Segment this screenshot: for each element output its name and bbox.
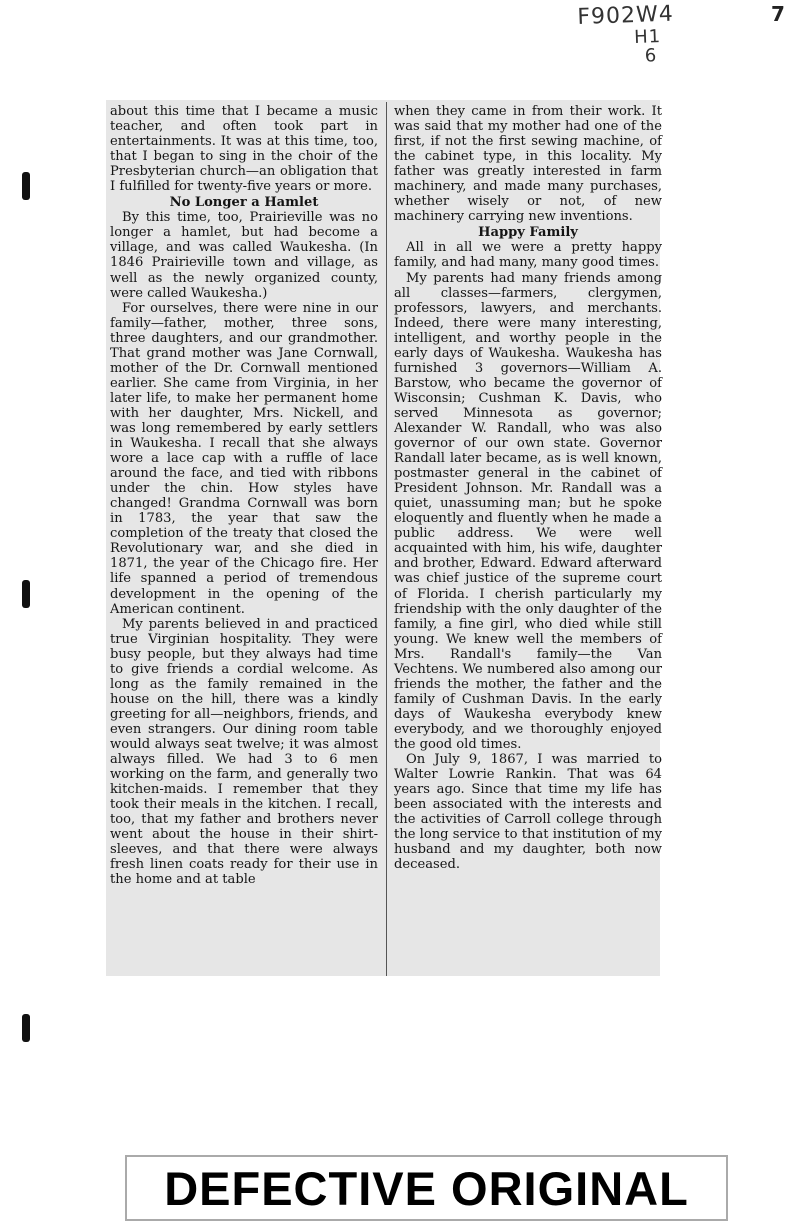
defective-original-stamp — [125, 1155, 728, 1221]
newspaper-clipping — [106, 100, 660, 976]
column-divider — [386, 102, 387, 976]
stamp-label: DEFECTIVE ORIGINAL — [164, 1162, 689, 1215]
binding-hole-mark-bottom — [22, 1014, 30, 1042]
left-paragraph-1: about this time that I became a music teacher, and often took part in entertainments. It was at this time, too, that I began to sing in the choir of the Presbyterian church—an obligation that I fulfilled for twenty-five years or more. — [110, 104, 378, 195]
left-column — [110, 104, 378, 887]
call-number-line-3: 6 — [644, 45, 658, 67]
subheading-no-longer-a-hamlet: No Longer a Hamlet — [169, 195, 319, 211]
binding-hole-mark-top — [22, 172, 30, 200]
right-paragraph-2: All in all we were a pretty happy family, and had many, many good times. — [394, 240, 662, 271]
call-number-line-1: F902W4 — [576, 1, 675, 30]
call-number-line-2: H1 — [633, 26, 662, 49]
archive-call-number — [577, 0, 749, 68]
right-paragraph-1: when they came in from their work. It was said that my mother had one of the first, if not the first sewing machine, of the cabinet type, in this locality. My father was greatly interested in farm machinery, and made many purchases, whether wisely or not, of new machinery carrying new inventions. — [394, 104, 662, 225]
left-paragraph-4: My parents believed in and practiced true Virginian hospitality. They were busy people, but they always had time to give friends a cordial welcome. As long as the family remained in the house on the hill, there was a kindly greeting for all—neighbors, friends, and even strangers. Our dining room table would always seat twelve; it was almost always filled. We had 3 to 6 men working on the farm, and generally two kitchen-maids. I remember that they took their meals in the kitchen. I recall, too, that my father and brothers never went about the house in their shirt-sleeves, and that there were always fresh linen coats ready for their use in the home and at table — [110, 616, 378, 888]
left-paragraph-2: By this time, too, Prairieville was no longer a hamlet, but had become a village, and was called Waukesha. (In 1846 Prairieville town and village, as well as the newly organized county, were called Waukesha.) — [110, 210, 378, 301]
left-paragraph-3: For ourselves, there were nine in our family—father, mother, three sons, three daughters, and our grandmother. That grand mother was Jane Cornwall, mother of the Dr. Cornwall mentioned earlier. She came from Virginia, in her later life, to make her permanent home with her daughter, Mrs. Nickell, and was long remembered by early settlers in Waukesha. I recall that she always wore a lace cap with a ruffle of lace around the face, and tied with ribbons under the chin. How styles have changed! Grandma Cornwall was born in 1783, the year that saw the completion of the treaty that closed the Revolutionary war, and she died in 1871, the year of the Chicago fire. Her life spanned a period of tremendous development in the opening of the American continent. — [110, 300, 378, 617]
right-paragraph-4: On July 9, 1867, I was married to Walter Lowrie Rankin. That was 64 years ago. Since that time my life has been associated with the interests and the activities of Carroll college through the long service to that institution of my husband and my daughter, both now deceased. — [394, 752, 662, 873]
subheading-happy-family: Happy Family — [478, 225, 578, 241]
binding-hole-mark-middle — [22, 580, 30, 608]
right-column — [394, 104, 662, 872]
page-number: 7 — [771, 2, 785, 26]
right-paragraph-3: My parents had many friends among all classes—farmers, clergymen, professors, lawyers, and merchants. Indeed, there were many interesting, intelligent, and worthy people in the early days of Waukesha. Waukesha has furnished 3 governors—William A. Barstow, who became the governor of Wisconsin; Cushman K. Davis, who served Minnesota as governor; Alexander W. Randall, who was also governor of our own state. Governor Randall later became, as is well known, postmaster general in the cabinet of President Johnson. Mr. Randall was a quiet, unassuming man; but he spoke eloquently and fluently when he made a public address. We were well acquainted with him, his wife, daughter and brother, Edward. Edward afterward was chief justice of the supreme court of Florida. I cherish particularly my friendship with the only daughter of the family, a fine girl, who died while still young. We knew well the members of Mrs. Randall's family—the Van Vechtens. We numbered also among our friends the mother, the father and the family of Cushman Davis. In the early days of Waukesha everybody knew everybody, and we thoroughly enjoyed the good old times. — [394, 270, 662, 752]
